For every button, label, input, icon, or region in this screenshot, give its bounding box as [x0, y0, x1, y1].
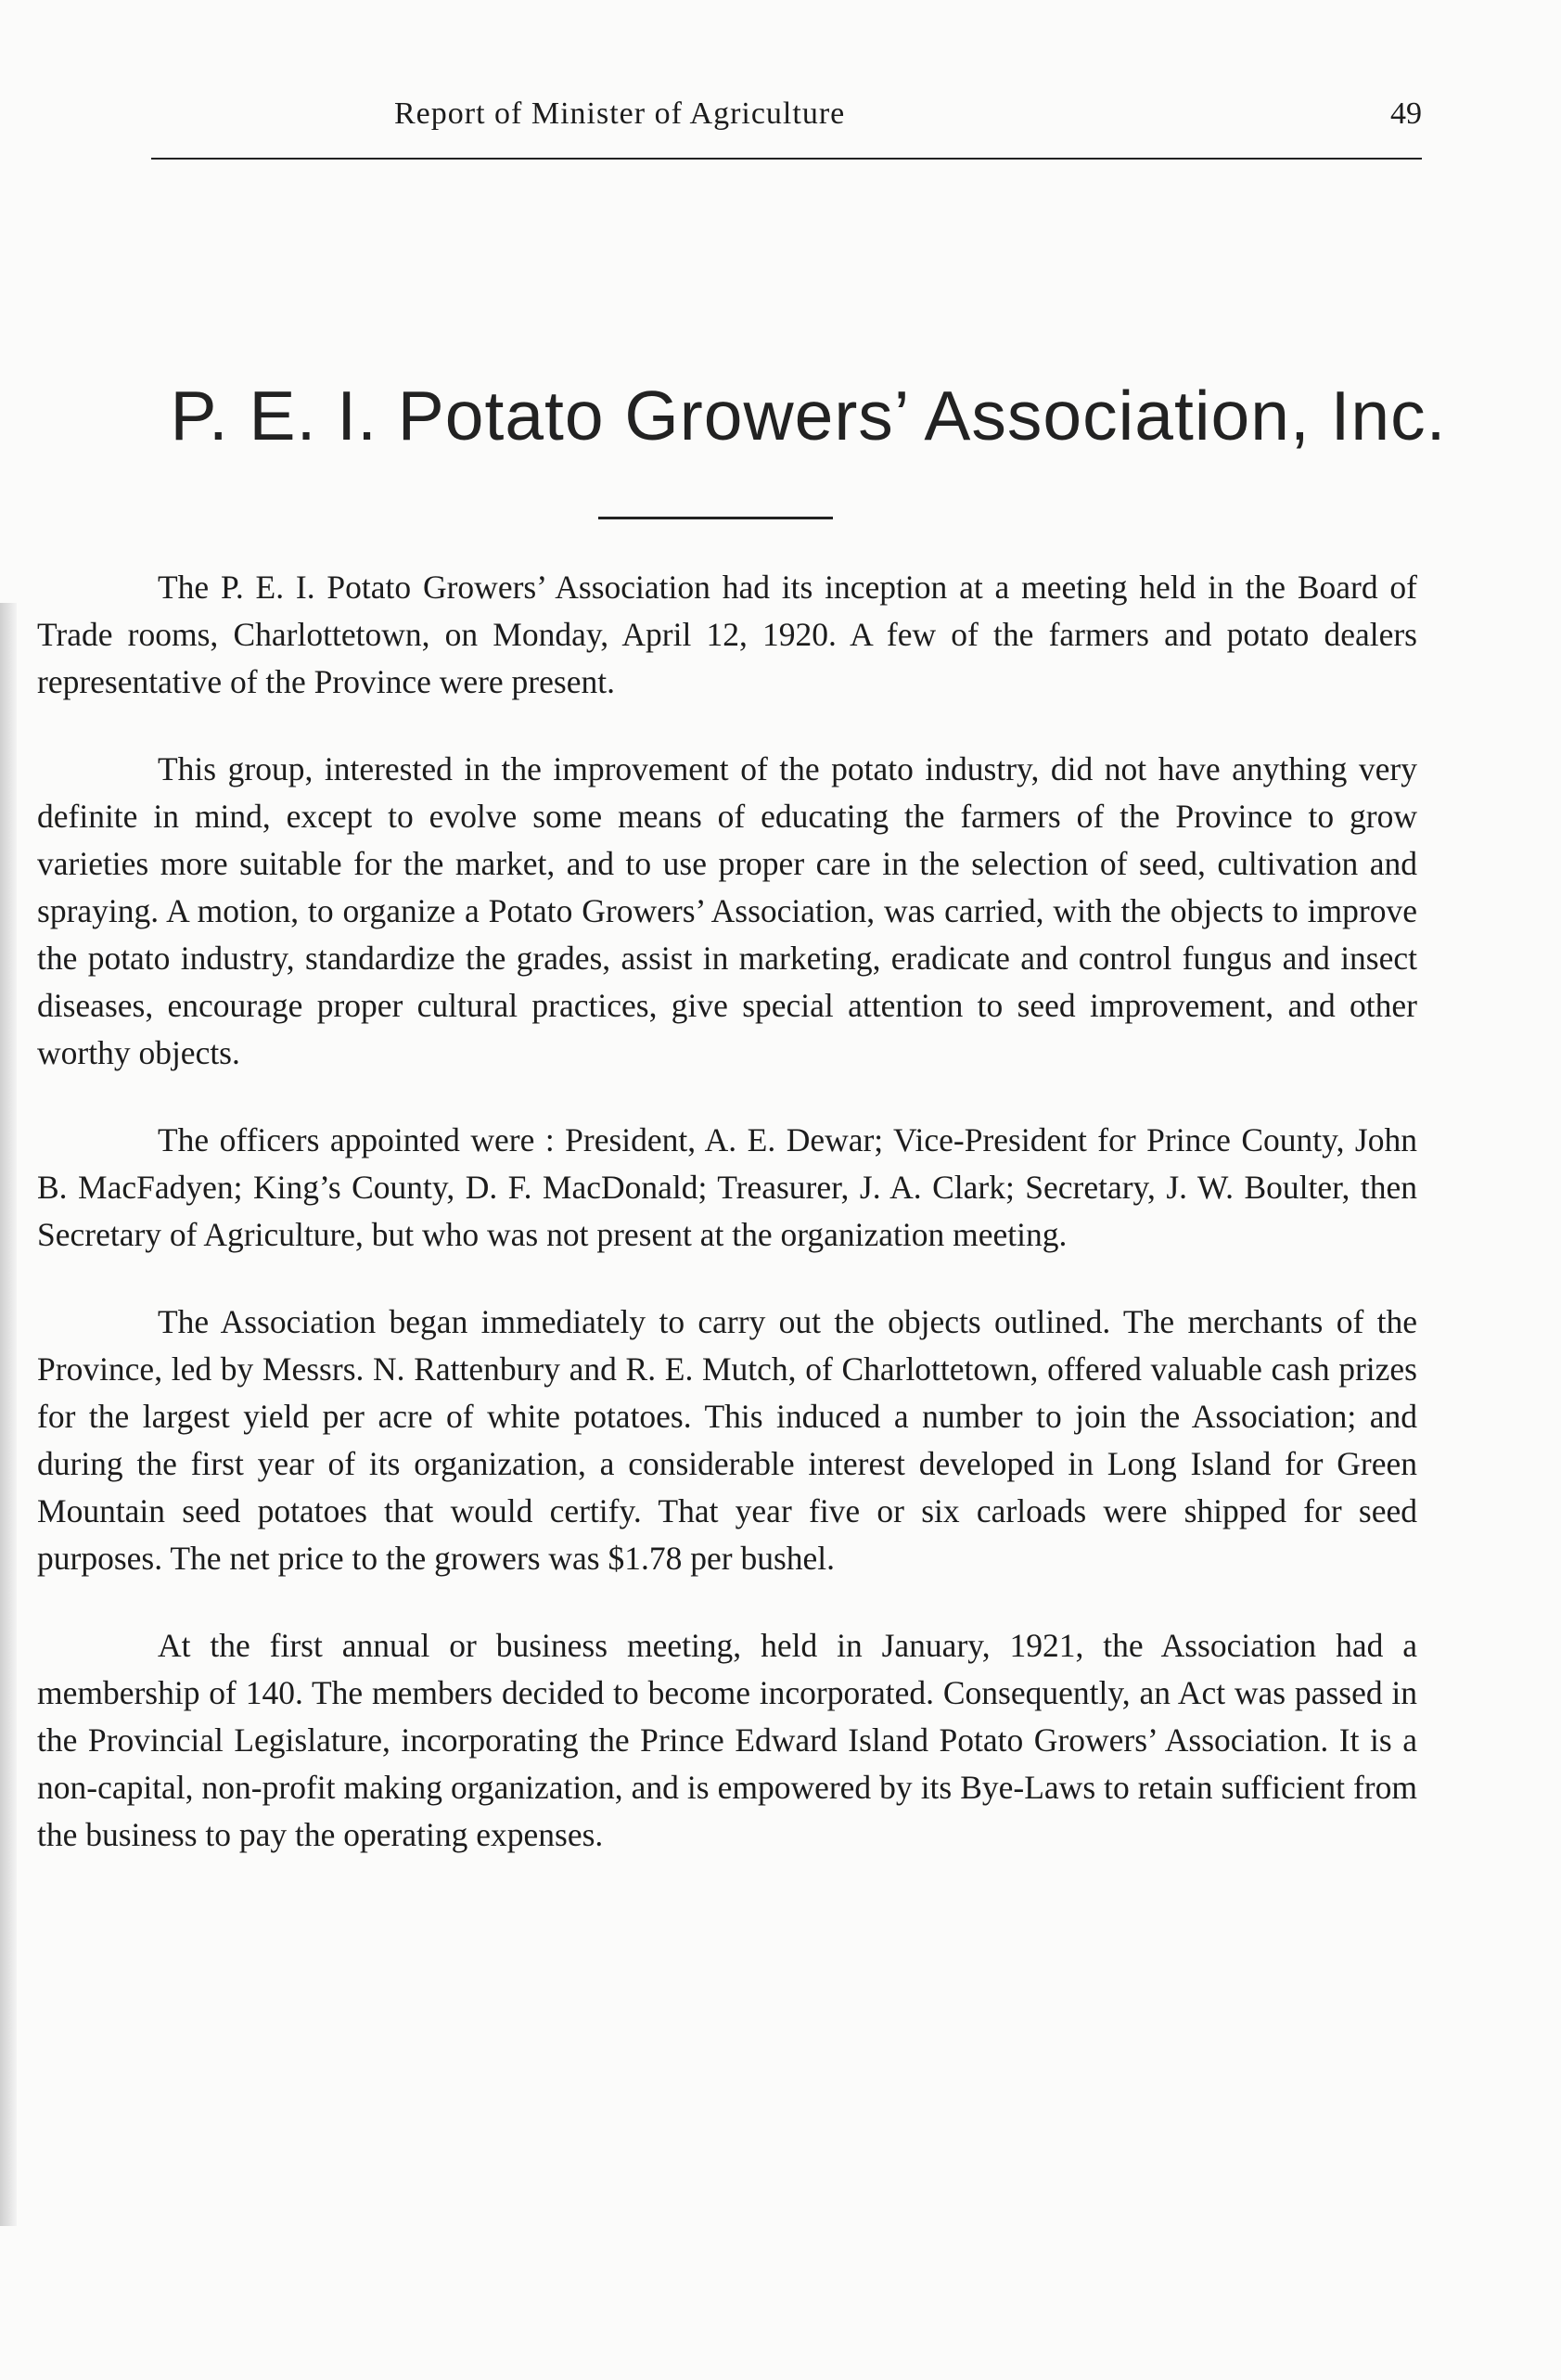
running-title: Report of Minister of Agriculture	[394, 96, 846, 131]
article-body	[37, 564, 1417, 1899]
heading-divider	[598, 517, 833, 519]
page-number: 49	[1390, 96, 1422, 131]
paragraph-objects: This group, interested in the improvement of the potato industry, did not have anything very definite in mind, except to evolve some means of educating the farmers of the Province to grow varieties more suitable for the market, and to use proper care in the selection of seed, cultivation and spraying. A motion, to organize a Potato Growers’ Association, was carried, with the objects to improve the potato industry, standardize the grades, assist in marketing, eradicate and control fungus and insect diseases, encourage proper cultural practices, give special attention to seed improvement, and other worthy objects.	[37, 750, 1417, 1071]
paragraph-first-year: The Association began immediately to carry out the objects outlined. The merchants of the Province, led by Messrs. N. Rattenbury and R. E. Mutch, of Charlottetown, offered valuable cash prizes for the largest yield per acre of white potatoes. This induced a number to join the Association; and during the first year of its organization, a considerable interest developed in Long Island for Green Mountain seed potatoes that would certify. That year five or six carloads were shipped for seed purposes. The net price to the growers was $1.78 per bushel.	[37, 1303, 1417, 1577]
paragraph-incorporation: At the first annual or business meeting, held in January, 1921, the Association had a membership of 140. The members decided to become incorporated. Consequently, an Act was passed in the Provincial Legislature, incorporating the Prince Edward Island Potato Growers’ Association. It is a non-capital, non-profit making organization, and is empowered by its Bye-Laws to retain sufficient from the business to pay the operating expenses.	[37, 1627, 1417, 1853]
paragraph-inception: The P. E. I. Potato Growers’ Association had its inception at a meeting held in the Board of Trade rooms, Charlottetown, on Monday, April 12, 1920. A few of the farmers and potato dealers representative of the Province were present.	[37, 569, 1417, 700]
running-header	[151, 89, 1422, 160]
paragraph-officers: The officers appointed were : President, A. E. Dewar; Vice-President for Prince County, John B. MacFadyen; King’s County, D. F. MacDonald; Treasurer, J. A. Clark; Secretary, J. W. Boulter, then Secretary of Agriculture, but who was not present at the organization meeting.	[37, 1121, 1417, 1253]
section-heading: P. E. I. Potato Growers’ Association, Inc.	[170, 377, 1447, 454]
page-edge-shadow	[0, 603, 17, 2226]
